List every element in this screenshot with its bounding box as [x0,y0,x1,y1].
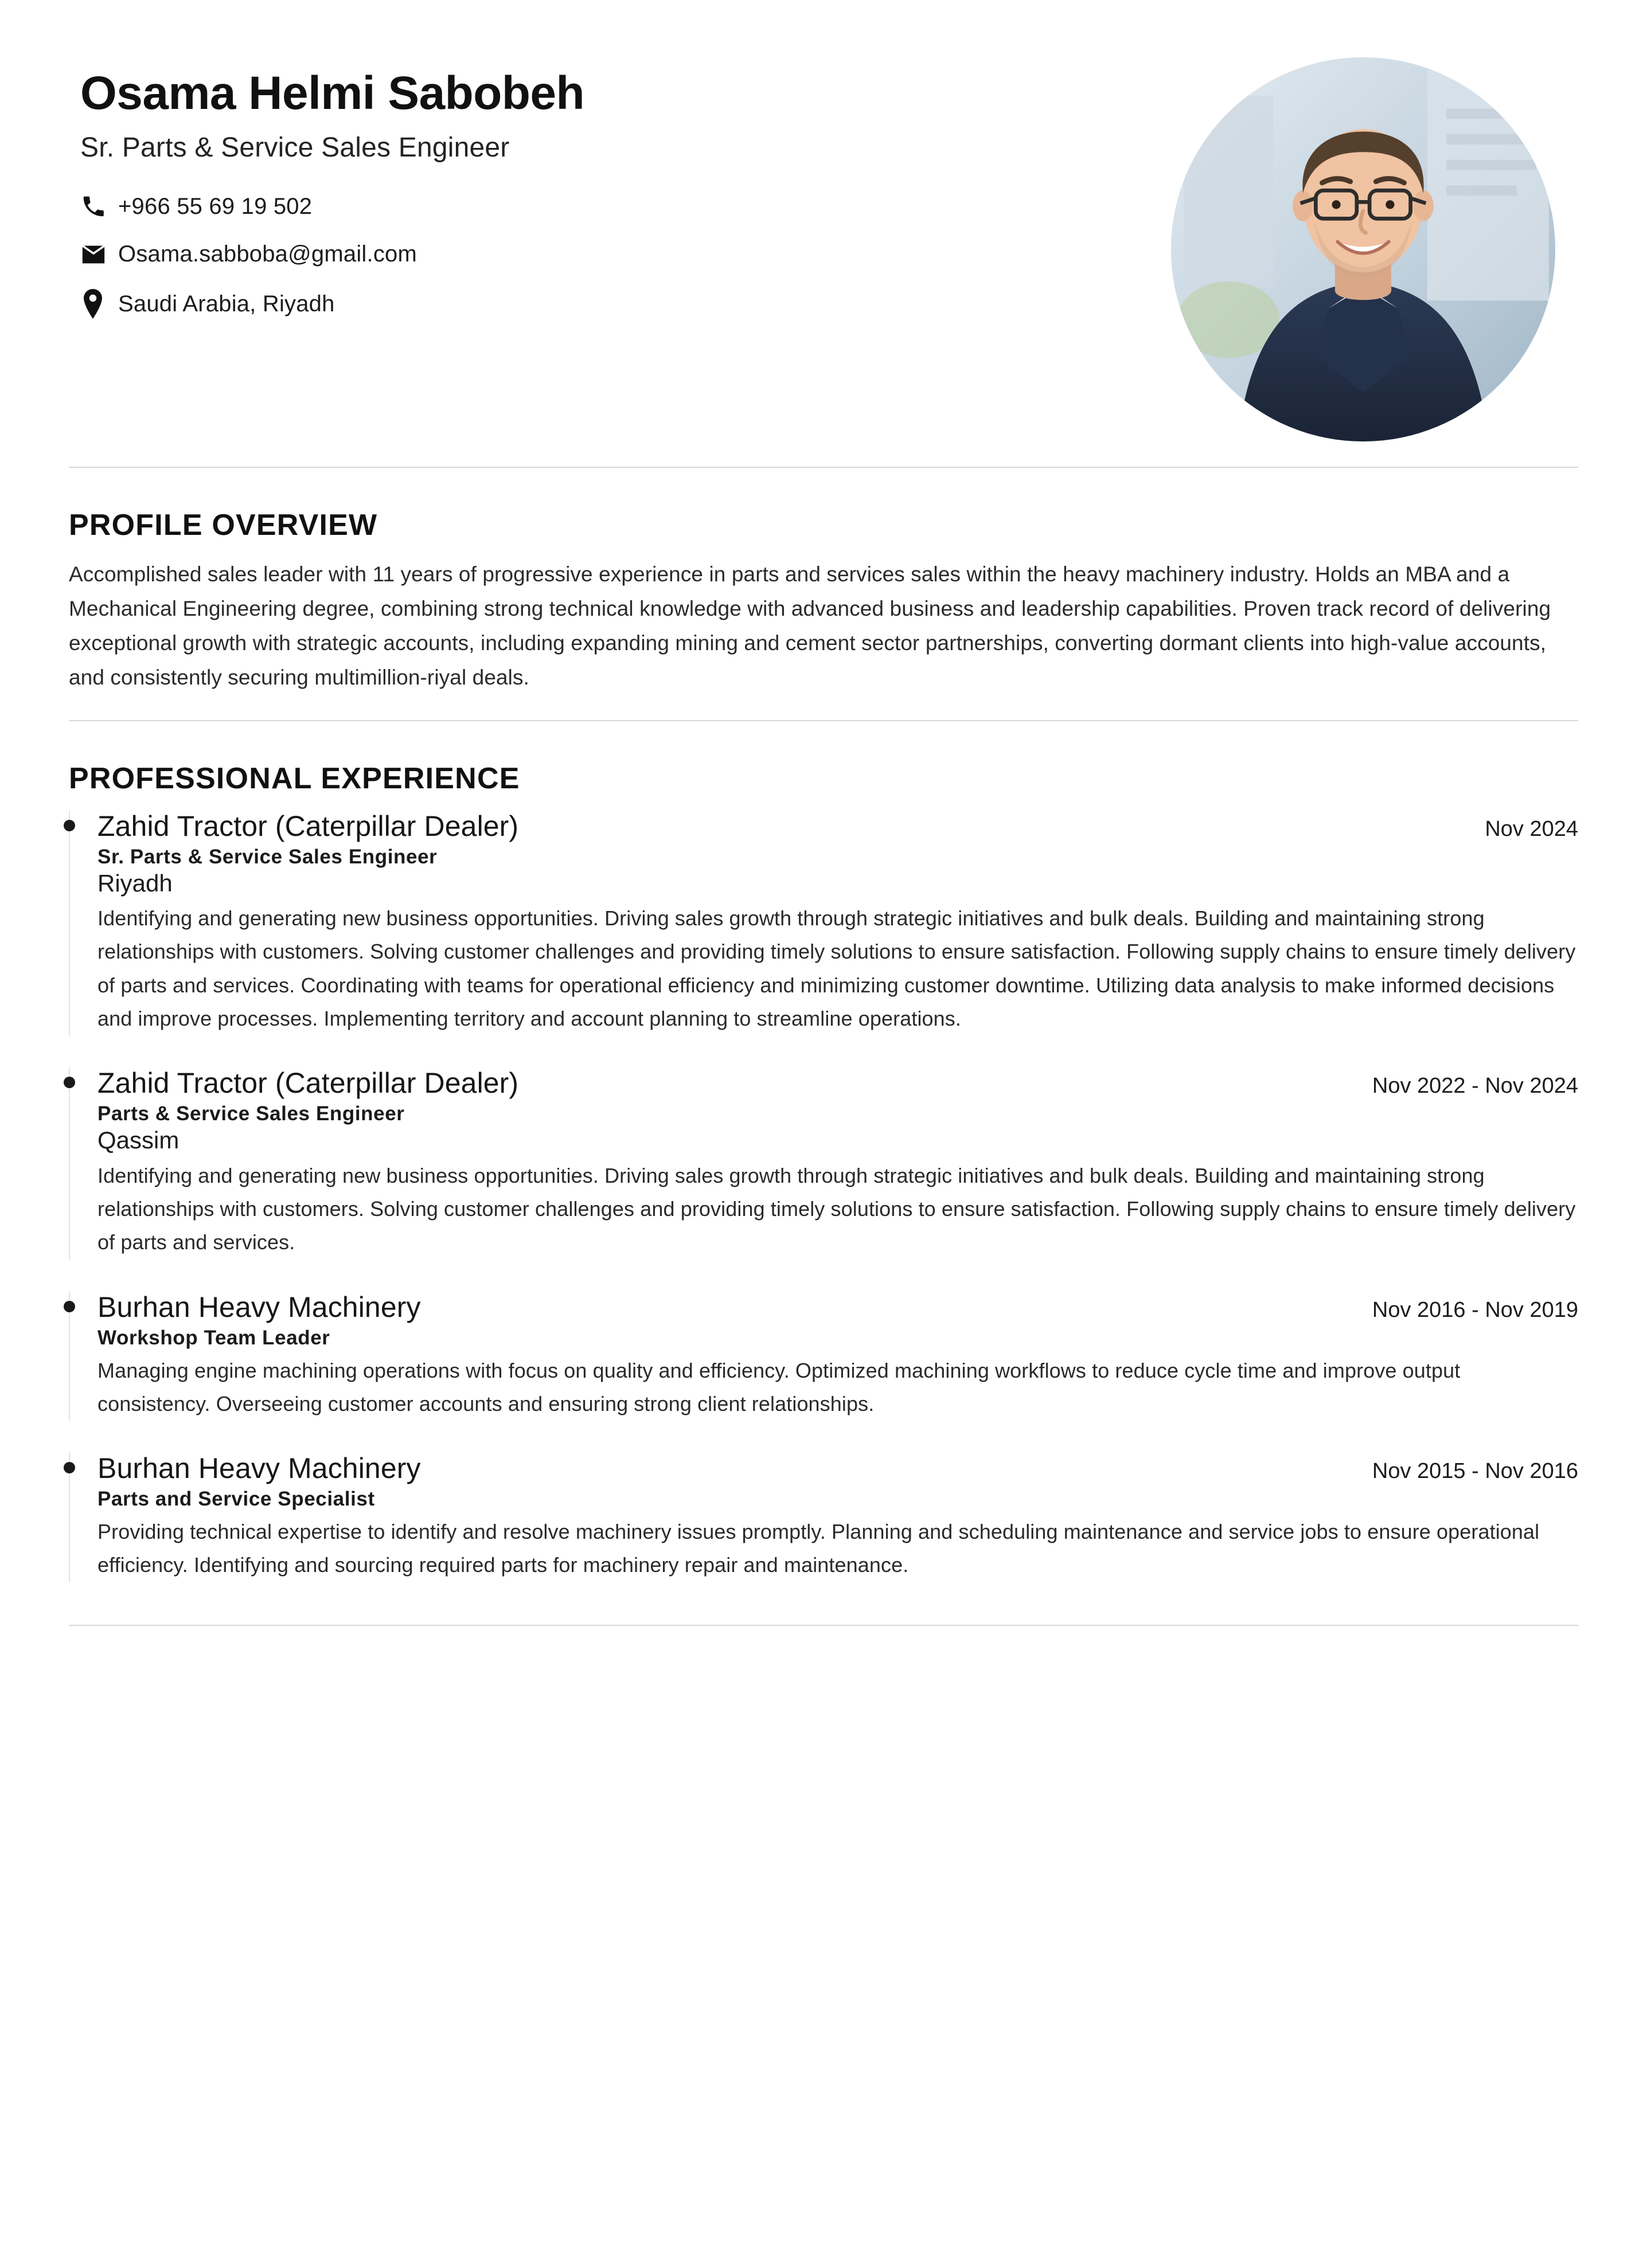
experience-header [97,811,1578,842]
profile-divider [69,720,1578,721]
experience-company: Zahid Tractor (Caterpillar Dealer) [97,1067,519,1100]
contact-location-value: Saudi Arabia, Riyadh [118,291,335,316]
profile-overview-section [69,508,1578,695]
experience-list [69,811,1578,1582]
contact-list [80,193,584,319]
professional-experience-section [69,761,1578,1582]
phone-icon [80,193,118,220]
page-title: Osama Helmi Sabobeh [80,67,585,119]
contact-email [80,241,584,267]
experience-date: Nov 2024 [1485,816,1578,841]
experience-header [97,1453,1578,1484]
contact-phone-value: +966 55 69 19 502 [118,193,313,219]
experience-item [69,811,1578,1036]
contact-location [80,289,584,319]
experience-role: Parts and Service Specialist [97,1488,375,1511]
bullet-icon [64,1301,75,1312]
experience-company: Zahid Tractor (Caterpillar Dealer) [97,810,519,842]
experience-description: Providing technical expertise to identify and resolve machinery issues promptly. Planning and scheduling maintenance and service jobs to ensure operational efficiency. Identifying and sourcing required parts for machinery repair and maintenance. [97,1520,1540,1577]
experience-role: Parts & Service Sales Engineer [97,1102,405,1125]
experience-role: Workshop Team Leader [97,1326,330,1349]
experience-location: Qassim [97,1127,179,1154]
experience-role: Sr. Parts & Service Sales Engineer [97,845,438,868]
resume-header [69,40,1578,441]
experience-header [97,1292,1578,1323]
header-job-title: Sr. Parts & Service Sales Engineer [80,132,510,163]
experience-item [69,1453,1578,1582]
avatar [1171,57,1555,441]
bullet-icon [64,820,75,831]
email-icon [80,243,118,266]
header-text-block [69,52,584,341]
experience-divider [69,1625,1578,1626]
experience-date: Nov 2022 - Nov 2024 [1372,1074,1578,1098]
bullet-icon [64,1462,75,1473]
contact-phone [80,193,584,220]
experience-item [69,1292,1578,1421]
experience-company: Burhan Heavy Machinery [97,1291,421,1323]
experience-description: Managing engine machining operations with focus on quality and efficiency. Optimized machining workflows to reduce cycle time and improve output consistency. Overseeing customer accounts and ensuring strong client relationships. [97,1358,1461,1415]
professional-experience-heading: PROFESSIONAL EXPERIENCE [69,761,520,795]
experience-item [69,1067,1578,1259]
experience-location: Riyadh [97,869,173,897]
experience-description: Identifying and generating new business opportunities. Driving sales growth through strategic initiatives and bulk deals. Building and maintaining strong relationships with customers. Solving customer challenges and providing timely solutions to ensure satisfaction. Following supply chains to ensure timely delivery of parts and services. Coordinating with teams for operational efficiency and minimizing customer downtime. Utilizing data analysis to make informed decisions and improve processes. Implementing territory and account planning to streamline operations. [97,906,1576,1030]
experience-company: Burhan Heavy Machinery [97,1452,421,1485]
contact-email-value: Osama.sabboba@gmail.com [118,241,417,267]
experience-header [97,1067,1578,1099]
bullet-icon [64,1077,75,1088]
profile-overview-text: Accomplished sales leader with 11 years of progressive experience in parts and services sales within the heavy machinery industry. Holds an MBA and a Mechanical Engineering degree, combining strong technical knowledge with advanced business and leadership capabilities. Proven track record of delivering exceptional growth with strategic accounts, including expanding mining and cement sector partnerships, converting dormant clients into high-value accounts, and consistently securing multimillion-riyal deals. [69,562,1551,689]
profile-overview-heading: PROFILE OVERVIEW [69,509,378,542]
experience-date: Nov 2016 - Nov 2019 [1372,1297,1578,1322]
experience-date: Nov 2015 - Nov 2016 [1372,1459,1578,1484]
header-divider [69,467,1578,468]
experience-description: Identifying and generating new business opportunities. Driving sales growth through strategic initiatives and bulk deals. Building and maintaining strong relationships with customers. Solving customer challenges and providing timely solutions to ensure satisfaction. Following supply chains to ensure timely delivery of parts and services. [97,1163,1576,1254]
location-pin-icon [80,289,118,319]
